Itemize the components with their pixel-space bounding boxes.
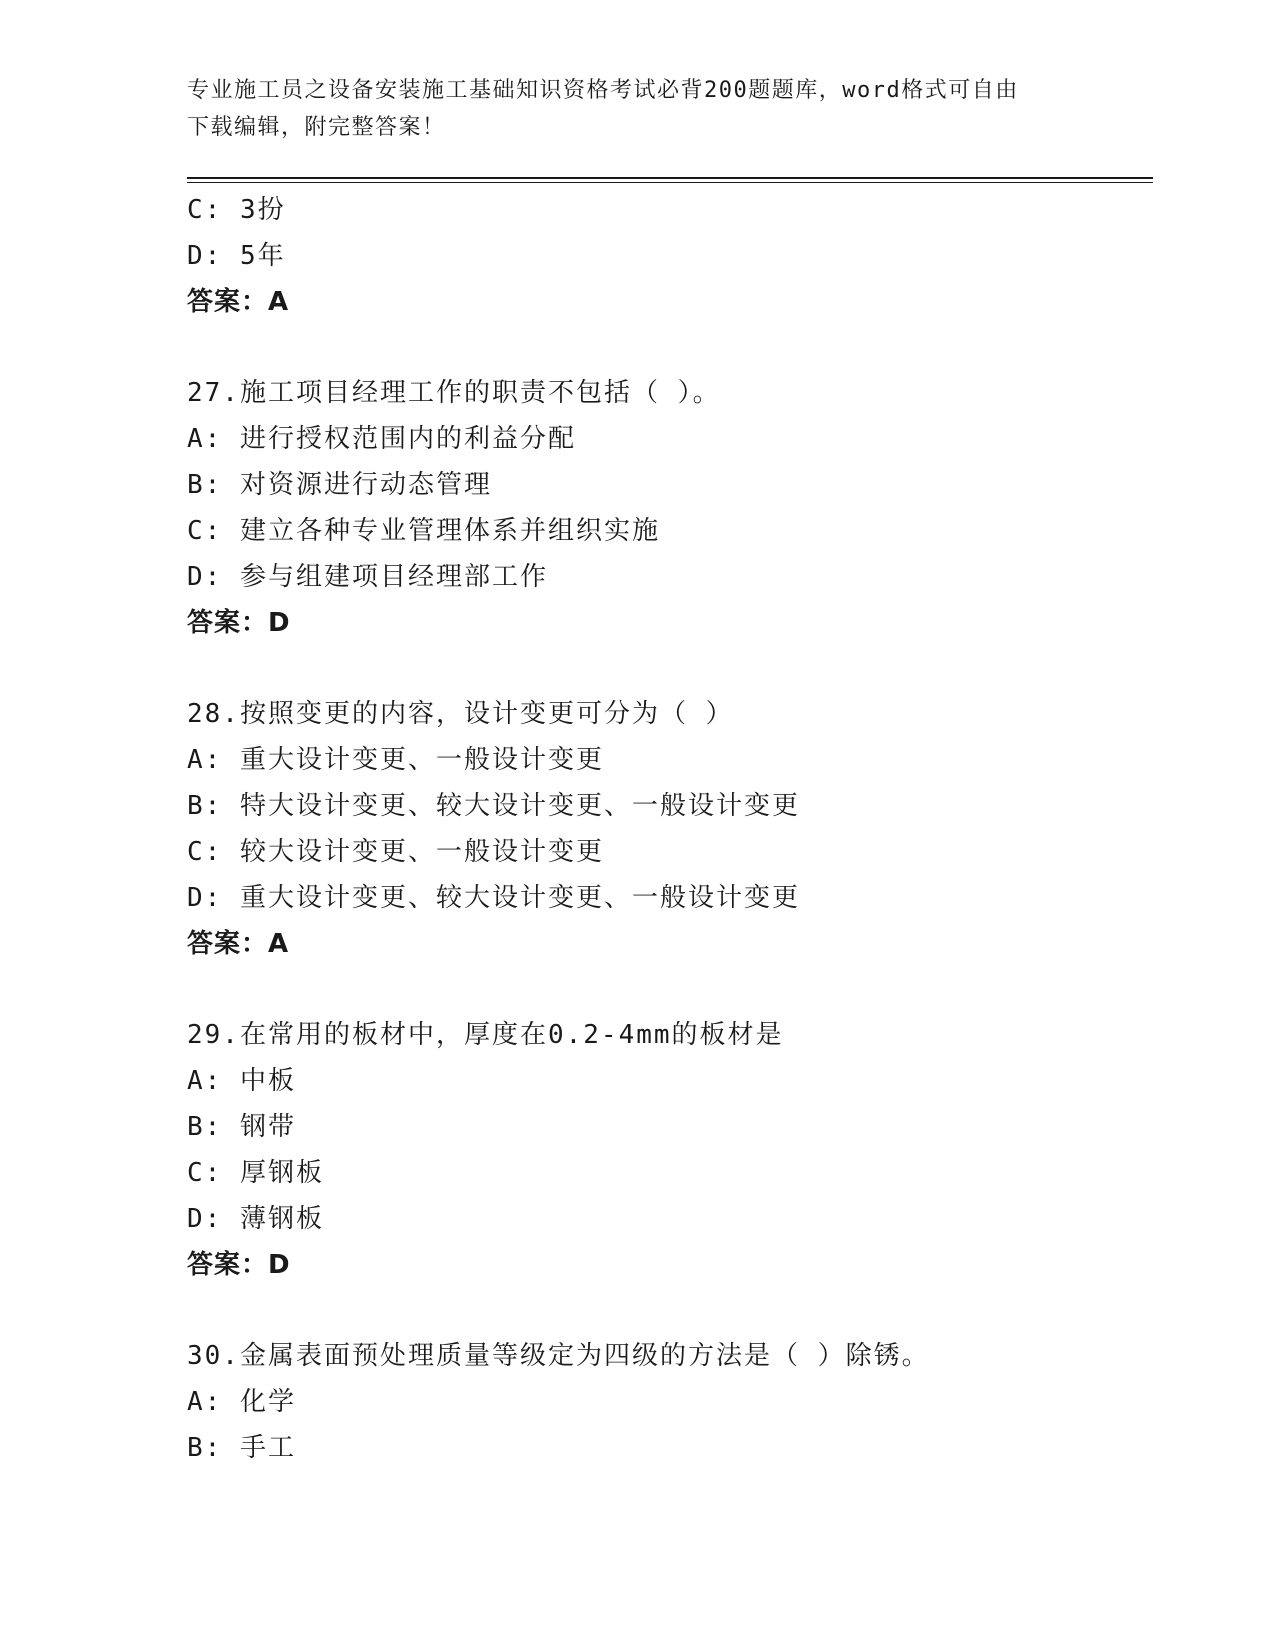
answer-line: 答案：A: [187, 287, 290, 317]
option-a: A: 进行授权范围内的利益分配: [187, 424, 576, 454]
option-b: B: 钢带: [187, 1112, 296, 1142]
option-b: B: 手工: [187, 1433, 296, 1463]
option-d: D: 5年: [187, 241, 286, 271]
option-c: C: 厚钢板: [187, 1158, 324, 1188]
option-d: D: 重大设计变更、较大设计变更、一般设计变更: [187, 883, 800, 913]
answer-line: 答案：D: [187, 608, 291, 638]
answer-line: 答案：D: [187, 1250, 291, 1280]
spacer: [187, 646, 1147, 691]
question-29: [187, 1012, 1147, 1288]
option-c: C: 3扮: [187, 195, 286, 225]
option-b: B: 特大设计变更、较大设计变更、一般设计变更: [187, 791, 800, 821]
question-30: [187, 1333, 1147, 1471]
spacer: [187, 967, 1147, 1012]
header-rule-thin: [187, 182, 1153, 183]
option-a: A: 中板: [187, 1066, 296, 1096]
question-stem: 30.金属表面预处理质量等级定为四级的方法是（ ）除锈。: [187, 1341, 930, 1371]
spacer: [187, 325, 1147, 370]
question-stem: 27.施工项目经理工作的职责不包括（ ）。: [187, 378, 721, 408]
header-line-1: 专业施工员之设备安装施工基础知识资格考试必背200题题库，word格式可自由: [187, 78, 1019, 103]
option-d: D: 参与组建项目经理部工作: [187, 562, 548, 592]
spacer: [187, 1288, 1147, 1333]
option-c: C: 较大设计变更、一般设计变更: [187, 837, 604, 867]
question-stem: 29.在常用的板材中，厚度在0.2-4mm的板材是: [187, 1020, 784, 1050]
header-rule-thick: [187, 177, 1153, 179]
prev-question-block: [187, 187, 1147, 325]
question-stem: 28.按照变更的内容，设计变更可分为（ ）: [187, 699, 734, 729]
question-27: [187, 370, 1147, 646]
header-line-2: 下载编辑，附完整答案！: [187, 115, 446, 140]
option-a: A: 重大设计变更、一般设计变更: [187, 745, 604, 775]
option-c: C: 建立各种专业管理体系并组织实施: [187, 516, 660, 546]
answer-line: 答案：A: [187, 929, 290, 959]
option-a: A: 化学: [187, 1387, 296, 1417]
option-d: D: 薄钢板: [187, 1204, 324, 1234]
document-header: [187, 72, 1087, 146]
option-b: B: 对资源进行动态管理: [187, 470, 492, 500]
question-content: [187, 187, 1147, 1471]
question-28: [187, 691, 1147, 967]
